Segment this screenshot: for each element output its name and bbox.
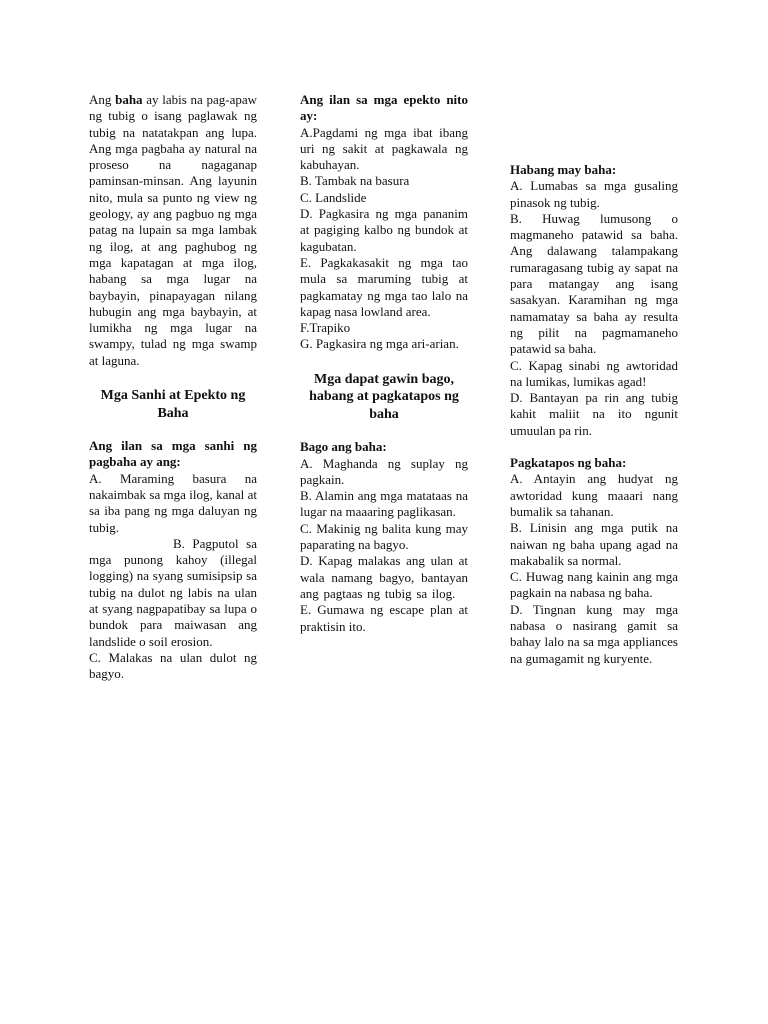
before-b: B. Alamin ang mga matataas na lugar na maaaring paglikasan. — [300, 488, 468, 520]
intro-pre: Ang — [89, 92, 116, 107]
column-1 — [89, 92, 257, 683]
before-c: C. Makinig ng balita kung may paparating na bagyo. — [300, 520, 468, 553]
causes-heading: Ang ilan sa mga sanhi ng pagbaha ay ang: — [89, 438, 257, 470]
before-a: A. Maghanda ng suplay ng pagkain. — [300, 455, 468, 487]
spacer — [510, 439, 678, 455]
during-a: A. Lumabas sa mga gusaling pinasok ng tubig. — [510, 178, 678, 210]
cause-b: B. Pagputol sa mga punong kahoy (illegal logging) na syang sumisipsip sa tubig na dulot ng labis na ulan at syang nagpapatibay sa lupa o bundok para maiwasan ang landslide o soil erosion. — [89, 535, 257, 649]
effect-e: E. Pagkakasakit ng mga tao mula sa maruming tubig at pagkamatay ng mga tao lalo na kapag nasa lowland area. — [300, 254, 468, 319]
effect-a: A.Pagdami ng mga ibat ibang uri ng sakit at pagkawala ng kabuhayan. — [300, 124, 468, 173]
causes-effects-heading: Mga Sanhi at Epekto ng Baha — [100, 388, 246, 421]
cause-a: A. Maraming basura na nakaimbak sa mga ilog, kanal at sa iba pang ng mga daluyan ng tubig. — [89, 470, 257, 535]
before-e-text: E. Gumawa ng escape plan at praktisin ito. — [300, 602, 468, 634]
after-heading: Pagkatapos ng baha: — [510, 455, 627, 471]
during-b: B. Huwag lumusong o magmaneho patawid sa baha. Ang dalawang talampakang rumaragasang tubig ay sapat na para matangay ang isang sasakyan. Karamihan ng mga namamatay sa baha ay resulta ng pilit na pagmamaneho patawid sa baha. — [510, 210, 678, 357]
during-heading: Habang may baha: — [510, 162, 617, 177]
effects-heading: Ang ilan sa mga epekto nito ay: — [300, 92, 468, 124]
cause-c: C. Malakas na ulan dulot ng bagyo. — [89, 649, 257, 682]
during-d: D. Bantayan pa rin ang tubig kahit maliit na ito ngunit umuulan pa rin. — [510, 390, 678, 438]
intro-text: ay labis na pag-apaw ng tubig o isang paglawak ng tubig na natatakpan ang lupa. Ang mga pagbaha ay natural na proseso na nagaganap paminsan-minsan. Ang layunin nito, mula sa punto ng view ng geology, ay ang pagbuo ng mga patag na lupain sa mga lambak ng ilog, at ang paghubog ng mga kapatagan at mga ilog, habang sa mga lugar na baybayin, pinapayagan nilang hubugin ang mga baybayin, at lumikha ng mga lugar na swampy, tulad ng mga swamp at laguna. — [89, 92, 257, 368]
column-2 — [300, 92, 468, 635]
during-c: C. Kapag sinabi ng awtoridad na lumikas, lumikas agad! — [510, 357, 678, 389]
effect-f: F.Trapiko — [300, 320, 351, 336]
after-b: B. Linisin ang mga putik na naiwan ng baha upang agad na makabalik sa normal. — [510, 520, 678, 568]
effect-c: C. Landslide — [300, 189, 367, 205]
intro-paragraph — [89, 92, 257, 369]
intro-keyword: baha — [115, 92, 143, 107]
effect-g: G. Pagkasira ng mga ari-arian. — [300, 336, 459, 352]
before-heading: Bago ang baha: — [300, 439, 387, 455]
effect-d: D. Pagkasira ng mga pananim at pagiging kalbo ng bundok at kagubatan. — [300, 206, 468, 254]
after-a: A. Antayin ang hudyat ng awtoridad kung maaari nang bumalik sa tahanan. — [510, 471, 678, 519]
before-d — [300, 553, 468, 634]
column-3 — [510, 162, 678, 667]
before-d-text: D. Kapag malakas ang ulan at wala namang bagyo, bantayan ang pagtaas ng tubig sa ilog. — [300, 553, 468, 601]
what-to-do-heading: Mga dapat gawin bago, habang at pagkatapos ng baha — [309, 371, 459, 422]
effect-b: B. Tambak na basura — [300, 173, 410, 189]
after-d: D. Tingnan kung may mga nabasa o nasirang gamit sa bahay lalo na sa mga appliances na gumagamit ng kuryente. — [510, 601, 678, 666]
after-c: C. Huwag nang kainin ang mga pagkain na nabasa ng baha. — [510, 569, 678, 601]
